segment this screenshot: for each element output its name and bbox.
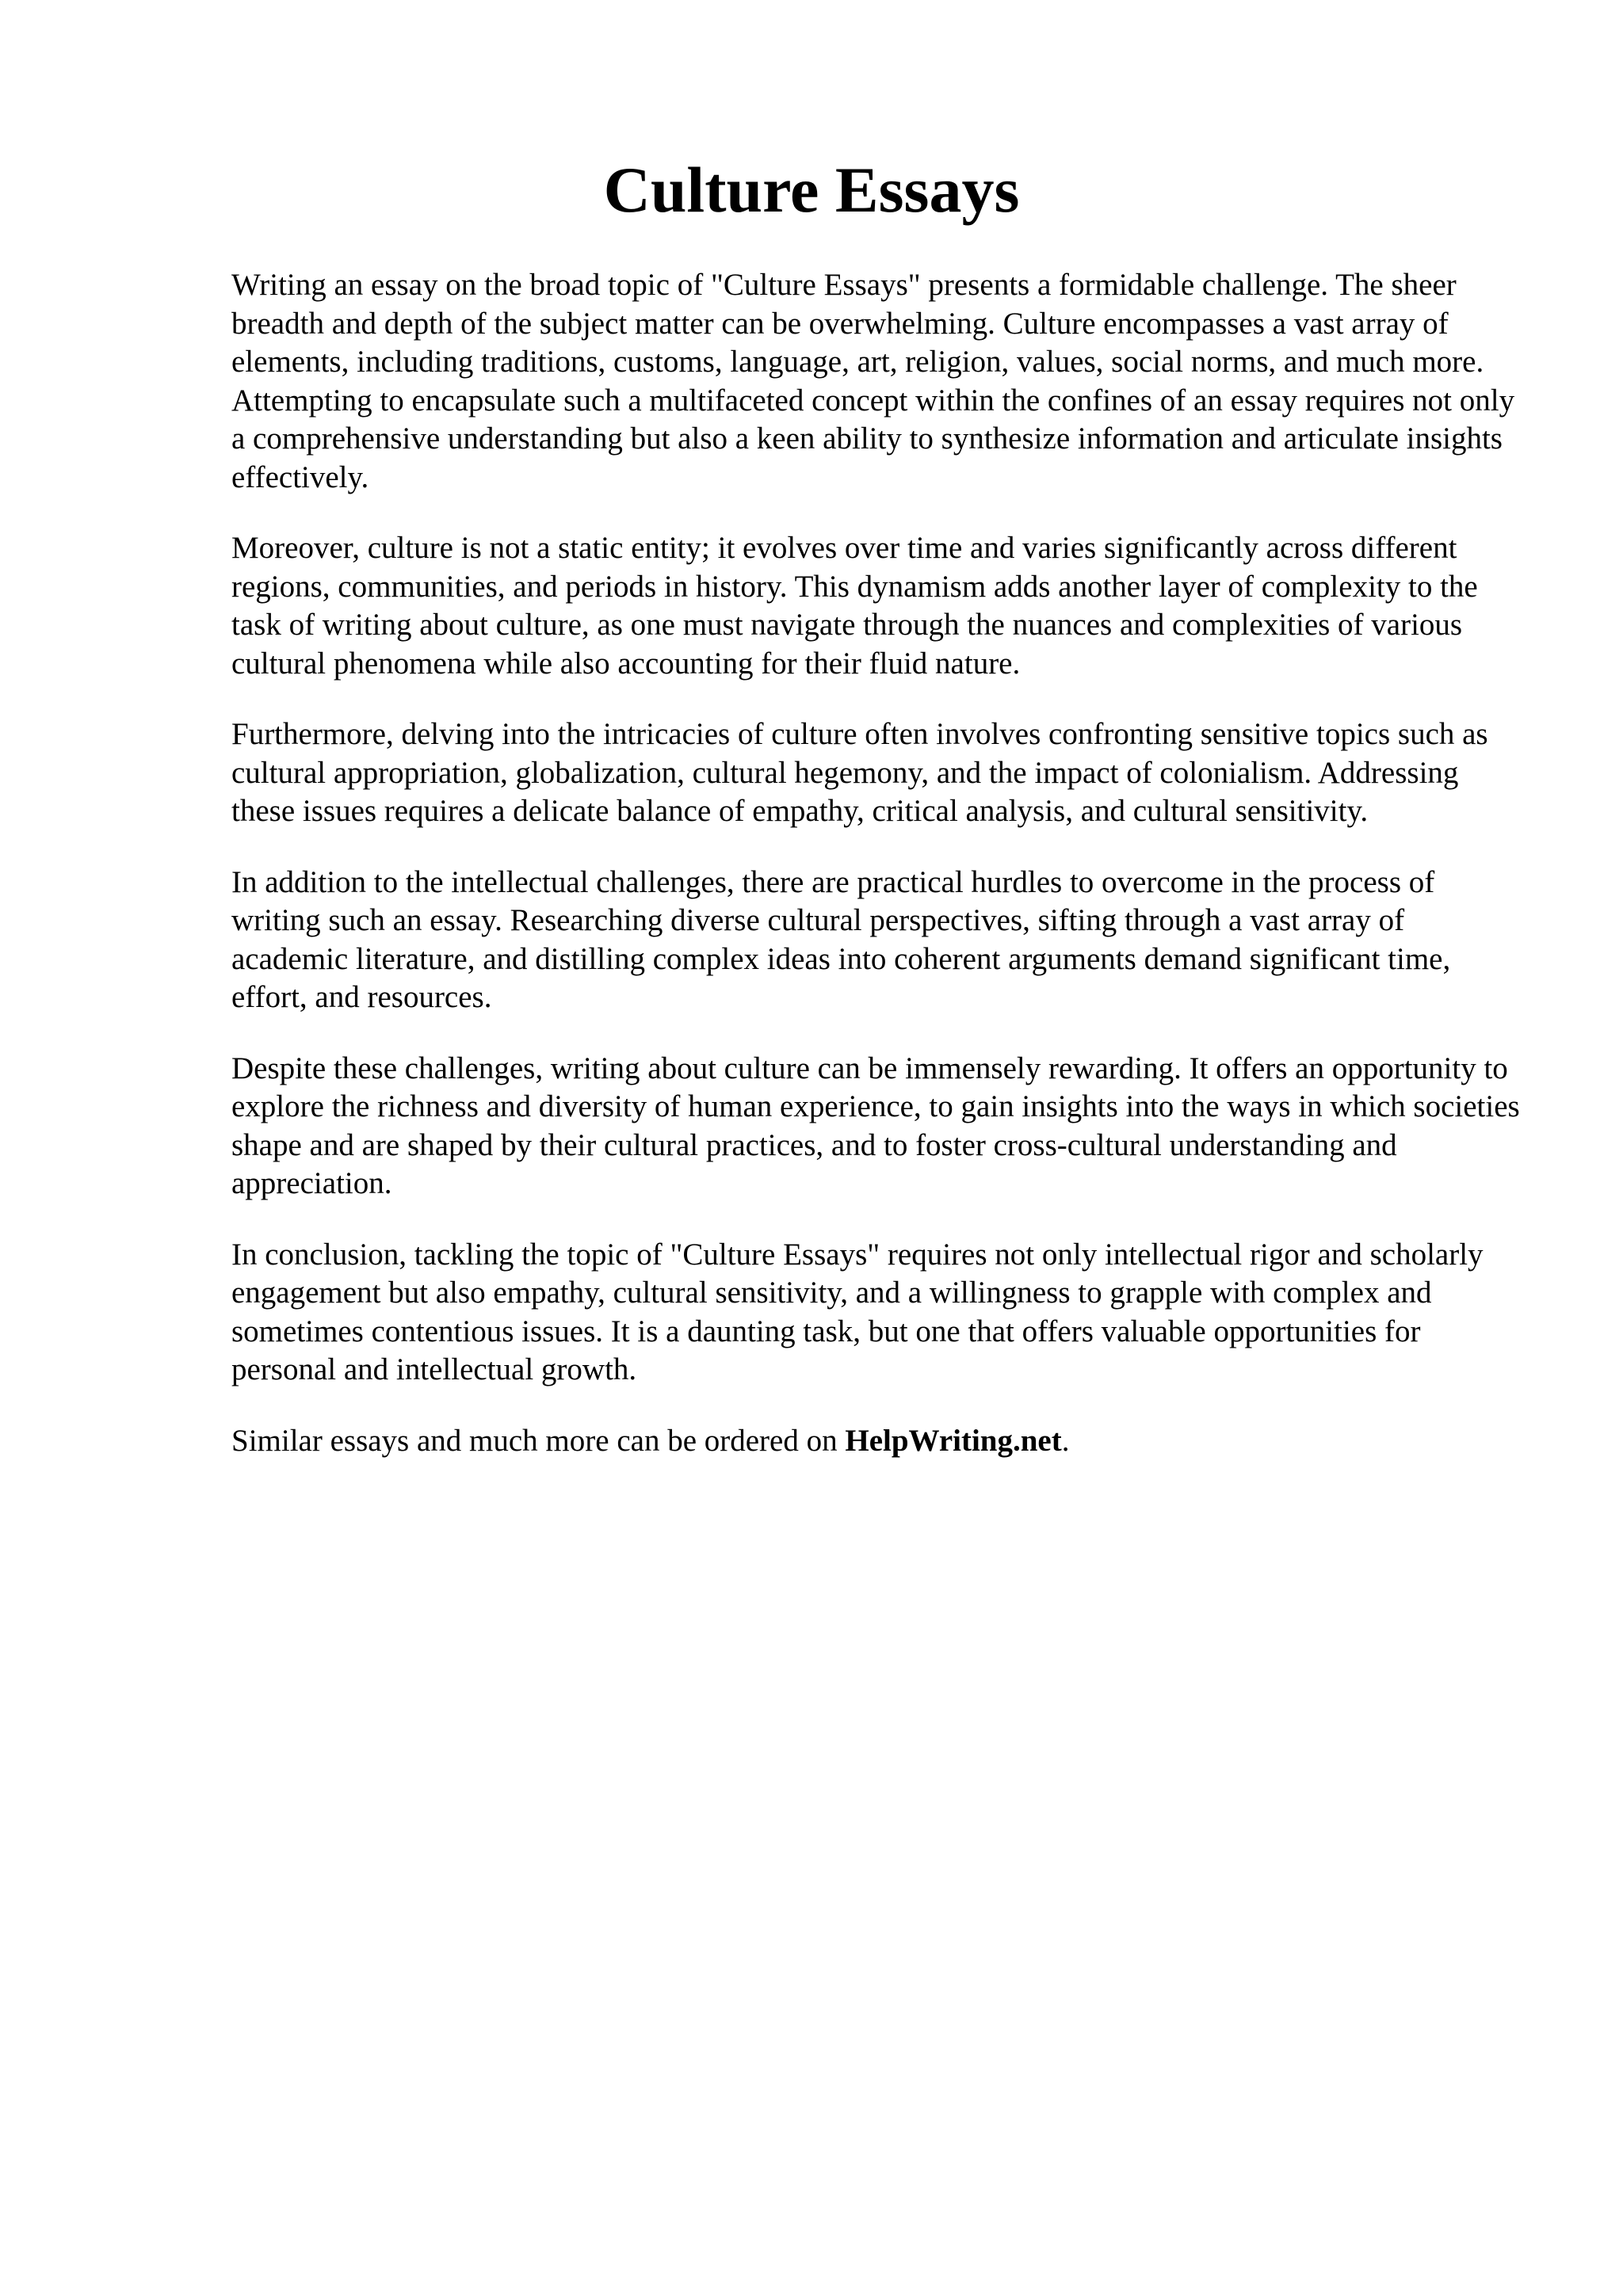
document-body bbox=[231, 266, 1525, 1493]
paragraph-2: Moreover, culture is not a static entity; it evolves over time and varies significantly across different regions, communities, and periods in history. This dynamism adds another layer of complexity to the task of writing about culture, as one must navigate through the nuances and complexities of various cultural phenomena while also accounting for their fluid nature. bbox=[231, 531, 1478, 681]
document-title: Culture Essays bbox=[603, 154, 1020, 226]
footer-line bbox=[231, 1422, 1525, 1461]
paragraph-4: In addition to the intellectual challenges, there are practical hurdles to overcome in the process of writing such an essay. Researching diverse cultural perspectives, sifting through a vast array of academic literature, and distilling complex ideas into coherent arguments demand significant time, effort, and resources. bbox=[231, 864, 1451, 1014]
brand-link[interactable]: HelpWriting.net bbox=[845, 1423, 1062, 1458]
paragraph-1: Writing an essay on the broad topic of "Culture Essays" presents a formidable challenge. The sheer breadth and depth of the subject matter can be overwhelming. Culture encompasses a vast array of elements, including traditions, customs, language, art, religion, values, social norms, and much more. Attempting to encapsulate such a multifaceted concept within the confines of an essay requires not only a comprehensive understanding but also a keen ability to synthesize information and articulate insights effectively. bbox=[231, 268, 1515, 494]
paragraph-3: Furthermore, delving into the intricacies of culture often involves confronting sensitive topics such as cultural appropriation, globalization, cultural hegemony, and the impact of colonialism. Addressing these issues requires a delicate balance of empathy, critical analysis, and cultural sensitivity. bbox=[231, 717, 1488, 828]
paragraph-6: In conclusion, tackling the topic of "Culture Essays" requires not only intellectual rigor and scholarly engagement but also empathy, cultural sensitivity, and a willingness to grapple with complex and sometimes contentious issues. It is a daunting task, but one that offers valuable opportunities for personal and intellectual growth. bbox=[231, 1237, 1484, 1386]
footer-text: Similar essays and much more can be ordered on bbox=[231, 1423, 846, 1458]
footer-period: . bbox=[1061, 1423, 1070, 1458]
paragraph-5: Despite these challenges, writing about culture can be immensely rewarding. It offers an opportunity to explore the richness and diversity of human experience, to gain insights into the ways in which societies shape and are shaped by their cultural practices, and to foster cross-cultural understanding and appreciation. bbox=[231, 1051, 1520, 1200]
